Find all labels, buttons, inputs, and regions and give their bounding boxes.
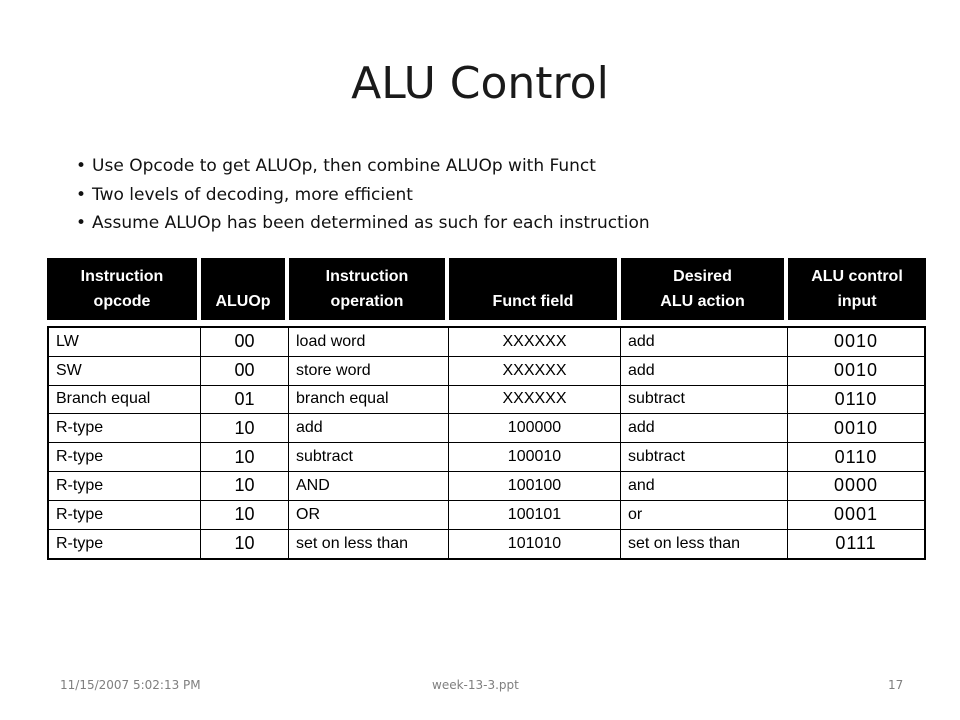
bullet-item: • Two levels of decoding, more efficient <box>76 181 650 210</box>
header-instruction-operation: Instruction operation <box>289 258 445 320</box>
table-body <box>47 326 926 560</box>
table-header <box>47 258 926 320</box>
cell-alu-action: add <box>621 357 788 385</box>
bullet-item: • Use Opcode to get ALUOp, then combine ALUOp with Funct <box>76 152 650 181</box>
cell-operation: branch equal <box>289 386 449 414</box>
cell-funct: 100010 <box>449 443 621 471</box>
cell-operation: subtract <box>289 443 449 471</box>
table-row <box>49 414 924 443</box>
cell-funct: 101010 <box>449 530 621 559</box>
cell-control-input: 0010 <box>833 417 879 438</box>
table-row <box>49 472 924 501</box>
cell-control-input: 0110 <box>834 388 878 409</box>
cell-funct: XXXXXX <box>449 328 621 356</box>
header-funct-field: Funct field <box>449 258 617 320</box>
cell-aluop: 00 <box>201 328 289 356</box>
footer-filename: week-13-3.ppt <box>432 678 519 692</box>
cell-control-input: 0111 <box>835 533 877 554</box>
cell-funct: 100000 <box>449 414 621 442</box>
cell-opcode: LW <box>49 328 201 356</box>
cell-aluop: 10 <box>201 472 289 500</box>
bullet-list <box>76 152 650 238</box>
cell-alu-action: add <box>621 328 788 356</box>
cell-control-input: 0000 <box>833 475 879 496</box>
slide-title: ALU Control <box>351 58 609 109</box>
table-row <box>49 530 924 559</box>
cell-control-input: 0010 <box>833 331 879 352</box>
cell-aluop: 10 <box>201 443 289 471</box>
cell-opcode: R-type <box>49 443 201 471</box>
cell-alu-action: set on less than <box>621 530 788 559</box>
cell-opcode: R-type <box>49 501 201 529</box>
cell-operation: AND <box>289 472 449 500</box>
cell-funct: 100100 <box>449 472 621 500</box>
cell-operation: store word <box>289 357 449 385</box>
cell-alu-action: or <box>621 501 788 529</box>
cell-funct: 100101 <box>449 501 621 529</box>
table-row <box>49 328 924 357</box>
footer-date: 11/15/2007 5:02:13 PM <box>60 678 201 692</box>
header-alu-control-input: ALU control input <box>788 258 926 320</box>
cell-funct: XXXXXX <box>449 357 621 385</box>
cell-operation: load word <box>289 328 449 356</box>
cell-aluop: 10 <box>201 501 289 529</box>
cell-opcode: SW <box>49 357 201 385</box>
cell-alu-action: subtract <box>621 386 788 414</box>
cell-alu-action: subtract <box>621 443 788 471</box>
cell-alu-action: and <box>621 472 788 500</box>
table-row <box>49 501 924 530</box>
cell-opcode: Branch equal <box>49 386 201 414</box>
alu-control-table <box>47 258 926 560</box>
bullet-item: • Assume ALUOp has been determined as such for each instruction <box>76 209 650 238</box>
cell-aluop: 10 <box>201 530 289 559</box>
header-desired-alu-action: Desired ALU action <box>621 258 784 320</box>
cell-funct: XXXXXX <box>449 386 621 414</box>
cell-aluop: 01 <box>201 386 289 414</box>
table-row <box>49 357 924 386</box>
header-instruction-opcode: Instruction opcode <box>47 258 197 320</box>
cell-aluop: 10 <box>201 414 289 442</box>
cell-control-input: 0001 <box>833 504 879 525</box>
cell-operation: OR <box>289 501 449 529</box>
cell-control-input: 0010 <box>833 360 879 381</box>
cell-opcode: R-type <box>49 472 201 500</box>
header-aluop: ALUOp <box>201 258 285 320</box>
cell-operation: add <box>289 414 449 442</box>
cell-operation: set on less than <box>289 530 449 559</box>
cell-opcode: R-type <box>49 530 201 559</box>
cell-alu-action: add <box>621 414 788 442</box>
slide-number: 17 <box>888 678 904 692</box>
cell-control-input: 0110 <box>834 446 878 467</box>
table-row <box>49 443 924 472</box>
table-row <box>49 386 924 415</box>
cell-aluop: 00 <box>201 357 289 385</box>
cell-opcode: R-type <box>49 414 201 442</box>
